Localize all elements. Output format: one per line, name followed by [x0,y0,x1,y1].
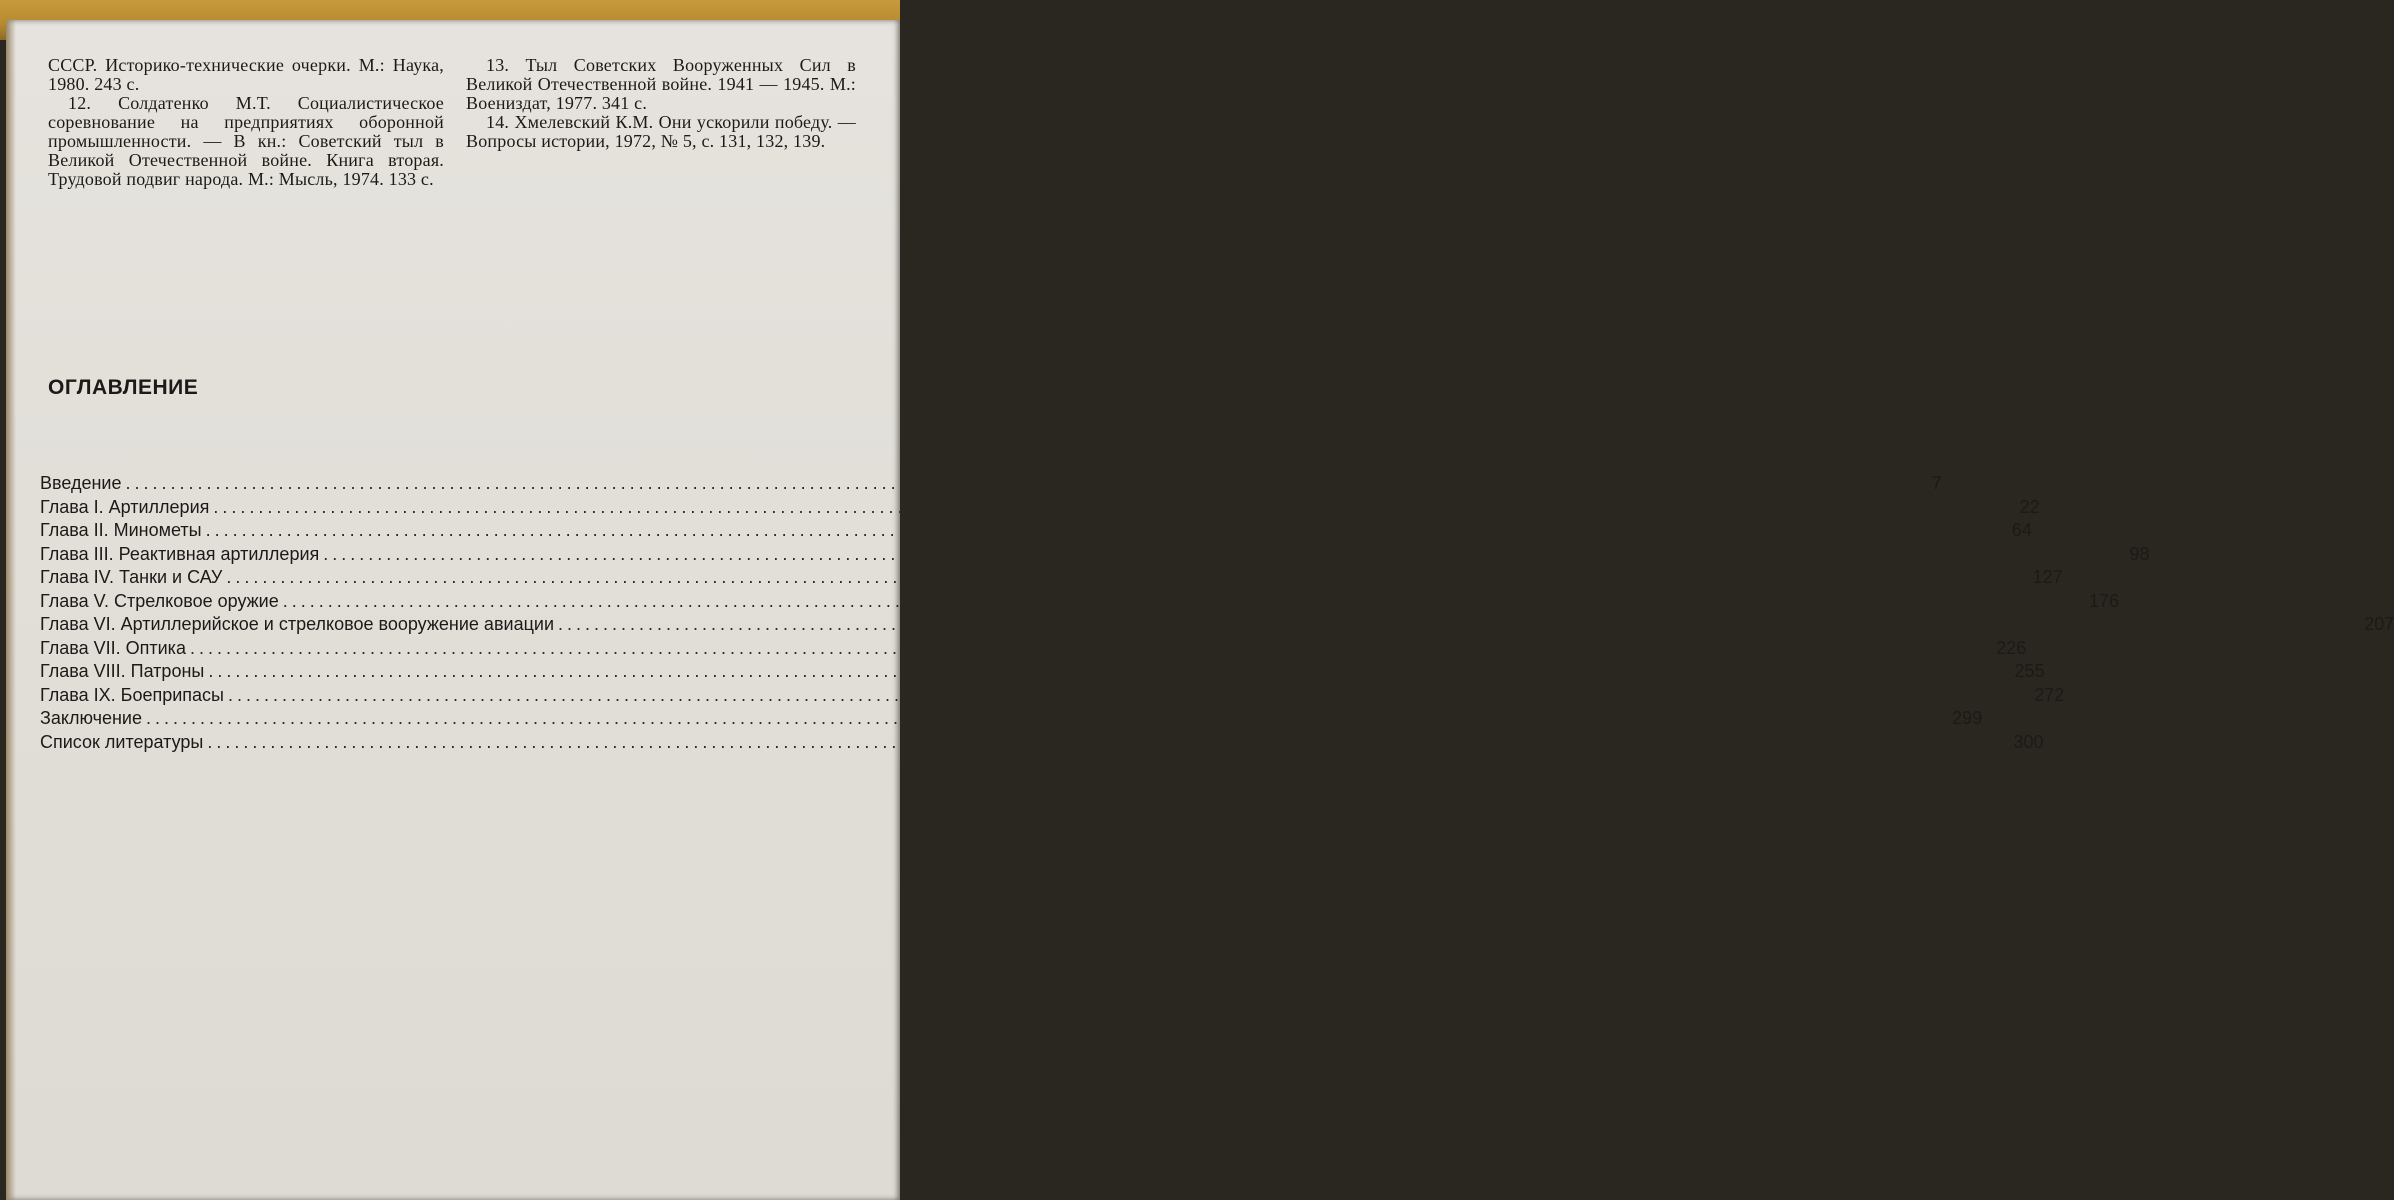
toc-entry [40,637,2027,662]
toc-entry-label: Глава I. Артиллерия [40,496,210,517]
toc-leader-dots: ........................................................................................................................................................................................................ [207,731,2008,752]
toc-entry [40,567,2063,591]
toc-entry-page: 207 [2364,614,2394,634]
toc-entry-label: Глава VI. Артиллерийское и стрелковое вооружение авиации [40,614,554,634]
toc-entry-label: Глава II. Минометы [40,520,202,540]
toc-entry-label: Заключение [40,708,142,728]
toc-entry [40,473,1942,497]
toc-entry-label: Глава VII. Оптика [40,637,186,658]
reference-item: 12. Солдатенко М.Т. Социалистическое соревнование на предприятиях оборонной промышленности. — В кн.: Советский тыл в Великой Отечественной войне. Книга вторая. Трудовой подвиг народа. М.: Мысль, 1974. 133 с. [48,93,444,189]
toc-entry-page: 22 [2019,496,2040,517]
toc-entry-label: Глава V. Стрелковое оружие [40,590,279,611]
toc-leader-dots: ........................................................................................................................................................................................................ [323,543,2124,564]
toc-leader-dots: ........................................................................................................................................................................................................ [213,496,2014,517]
toc-entry-label: Глава IX. Боеприпасы [40,684,224,705]
toc-entry [40,520,2032,544]
toc-entry-page: 176 [2088,590,2119,611]
toc-entry-page: 64 [2011,520,2032,540]
toc-entry [40,708,1983,732]
reference-item: 14. Хмелевский К.М. Они ускорили победу. — Вопросы истории, 1972, № 5, с. 131, 132, 139. [466,112,856,151]
toc-leader-dots: ........................................................................................................................................................................................................ [145,708,1947,728]
toc-entry-page: 272 [2034,684,2065,705]
reference-item: СССР. Историко-технические очерки. М.: Наука, 1980. 243 с. [48,55,444,94]
toc-entry [40,731,2044,756]
toc-entry [40,496,2040,521]
toc-leader-dots: ........................................................................................................................................................................................................ [558,614,2359,634]
toc-entry [40,661,2045,685]
toc-leader-dots: ........................................................................................................................................................................................................ [205,520,2006,540]
toc-entry-label: Глава III. Реактивная артиллерия [40,543,320,564]
toc-entry-label: Глава IV. Танки и САУ [40,567,223,587]
toc-entry-label: Список литературы [40,731,204,752]
toc-leader-dots: ........................................................................................................................................................................................................ [189,637,1991,658]
toc-leader-dots: ........................................................................................................................................................................................................ [208,661,2009,681]
toc-entry-label: Введение [40,473,122,493]
toc-entry [40,614,2394,638]
reference-item: 13. Тыл Советских Вооруженных Сил в Великой Отечественной войне. 1941 — 1945. М.: Воениздат, 1977. 341 с. [466,55,856,113]
references-right-column [466,56,856,151]
toc-entry-page: 299 [1952,708,1983,728]
toc-entry-page: 98 [2129,543,2150,564]
toc-entry-page: 226 [1996,637,2027,658]
toc-entry-page: 127 [2032,567,2063,587]
toc-entry-page: 300 [2013,731,2044,752]
toc-entry-label: Глава VIII. Патроны [40,661,205,681]
toc-entry [40,543,2150,568]
toc-leader-dots: ........................................................................................................................................................................................................ [282,590,2083,611]
toc-entry-page: 7 [1931,473,1942,493]
toc-entry [40,684,2065,709]
references-left-column [48,56,444,189]
toc-title: ОГЛАВЛЕНИЕ [48,376,199,399]
toc-entry [40,590,2119,615]
toc-leader-dots: ........................................................................................................................................................................................................ [125,473,1926,493]
toc-leader-dots: ........................................................................................................................................................................................................ [227,684,2029,705]
toc-entry-page: 255 [2014,661,2045,681]
toc-leader-dots: ........................................................................................................................................................................................................ [226,567,2027,587]
table-of-contents [40,473,2394,755]
